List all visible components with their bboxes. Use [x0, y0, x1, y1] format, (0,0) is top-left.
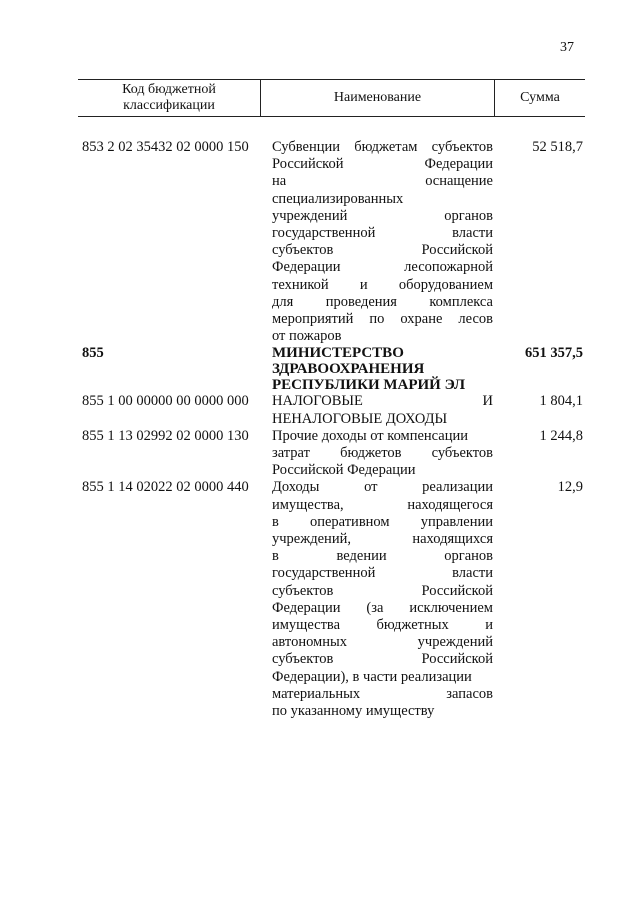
name-word: субъектов	[272, 582, 334, 599]
name-word: затрат	[272, 445, 310, 462]
name-word: ведении	[336, 548, 387, 565]
name-word: государственной	[272, 565, 376, 582]
name-line	[272, 259, 493, 276]
item-name	[272, 428, 493, 480]
name-word: Федерации), в части реализации	[272, 668, 472, 685]
name-line	[272, 548, 493, 565]
name-line	[272, 497, 493, 514]
name-word: власти	[452, 565, 493, 582]
table-row	[0, 428, 639, 480]
name-line	[272, 277, 493, 294]
name-line	[272, 225, 493, 242]
name-line	[272, 393, 493, 410]
name-word: государственной	[272, 225, 376, 242]
name-word: оперативном	[309, 513, 390, 530]
name-line	[272, 328, 493, 345]
table-row	[0, 393, 639, 427]
name-line	[272, 669, 493, 686]
name-line	[272, 651, 493, 668]
name-line	[272, 428, 493, 445]
name-word: и	[485, 617, 493, 634]
name-word: субъектов	[272, 242, 334, 259]
name-word: бюджетных	[376, 617, 449, 634]
name-word: субъектов	[431, 445, 493, 462]
name-line	[272, 617, 493, 634]
name-word: управлении	[420, 513, 493, 530]
name-line	[272, 411, 493, 428]
name-line	[272, 191, 493, 208]
item-name	[272, 345, 493, 393]
name-word: органов	[444, 548, 493, 565]
name-word: ЗДРАВООХРАНЕНИЯ	[272, 361, 425, 378]
name-word: мероприятий	[272, 311, 354, 328]
name-line	[272, 565, 493, 582]
name-word: И	[482, 393, 493, 410]
amount: 1 804,1	[539, 393, 583, 410]
name-line	[272, 242, 493, 259]
name-line	[272, 583, 493, 600]
name-word: НАЛОГОВЫЕ	[272, 393, 363, 410]
budget-code: 855	[82, 345, 104, 362]
name-word: специализированных	[272, 190, 404, 207]
item-name	[272, 479, 493, 720]
name-word: проведения	[325, 293, 397, 310]
name-word: от	[364, 479, 378, 496]
name-word: и	[359, 276, 368, 293]
column-header-code: Код бюджетной классификации	[78, 80, 261, 116]
item-name	[272, 393, 493, 427]
name-word: Субвенции	[272, 139, 340, 155]
name-line	[272, 686, 493, 703]
name-line	[272, 345, 493, 361]
name-line	[272, 294, 493, 311]
name-word: охране	[400, 311, 443, 328]
budget-code: 855 1 13 02992 02 0000 130	[82, 427, 249, 444]
budget-code: 855 1 00 00000 00 0000 000	[82, 393, 249, 410]
name-word: власти	[452, 225, 493, 242]
name-word: имущества,	[272, 496, 344, 513]
name-word: РЕСПУБЛИКИ МАРИЙ ЭЛ	[272, 377, 466, 394]
name-word: бюджетам	[354, 139, 418, 155]
name-word: по указанному имуществу	[272, 703, 435, 720]
name-word: учреждений	[417, 634, 493, 651]
name-line	[272, 361, 493, 377]
name-word: МИНИСТЕРСТВО	[272, 345, 404, 362]
name-word: в	[272, 513, 279, 530]
name-line	[272, 479, 493, 496]
name-word: оснащение	[425, 173, 493, 190]
table-row	[0, 479, 639, 720]
name-word: Доходы	[272, 479, 320, 496]
column-header-sum: Сумма	[520, 90, 560, 105]
name-word: Российской	[421, 242, 493, 259]
amount: 52 518,7	[532, 139, 583, 155]
table-row	[0, 139, 639, 345]
name-word: в	[272, 548, 279, 565]
table-header	[78, 79, 585, 117]
name-word: лесов	[458, 311, 493, 328]
column-header-name: Наименование	[261, 80, 495, 116]
name-word: учреждений,	[272, 531, 351, 548]
name-word: (за	[366, 599, 384, 616]
name-word: находящихся	[412, 531, 493, 548]
name-line	[272, 462, 493, 479]
name-line	[272, 208, 493, 225]
name-word: Российской Федерации	[272, 462, 416, 479]
name-word: имущества	[272, 617, 341, 634]
name-line	[272, 703, 493, 720]
name-word: комплекса	[429, 293, 493, 310]
name-word: материальных	[272, 685, 361, 702]
budget-code: 855 1 14 02022 02 0000 440	[82, 479, 249, 496]
name-line	[272, 311, 493, 328]
name-word: реализации	[422, 479, 493, 496]
name-word: Прочие доходы от компенсации	[272, 427, 469, 444]
name-word: учреждений	[272, 207, 348, 224]
name-word: техникой	[272, 276, 329, 293]
name-word: бюджетов	[340, 445, 402, 462]
name-word: оборудованием	[398, 276, 493, 293]
name-word: органов	[444, 207, 493, 224]
name-word: по	[369, 311, 385, 328]
name-line	[272, 600, 493, 617]
item-name	[272, 139, 493, 345]
budget-table-body	[0, 139, 639, 720]
name-line	[272, 445, 493, 462]
amount: 651 357,5	[525, 345, 583, 362]
name-line	[272, 531, 493, 548]
name-word: на	[272, 173, 287, 190]
name-line	[272, 173, 493, 190]
name-word: Российской	[272, 156, 344, 173]
name-word: Федерации	[424, 156, 493, 173]
name-word: Российской	[421, 651, 493, 668]
name-word: субъектов	[272, 651, 334, 668]
name-line	[272, 634, 493, 651]
name-word: запасов	[446, 685, 493, 702]
budget-code: 853 2 02 35432 02 0000 150	[82, 139, 249, 155]
name-line	[272, 377, 493, 393]
name-line	[272, 139, 493, 156]
name-word: Федерации	[272, 259, 341, 276]
name-word: Федерации	[272, 599, 341, 616]
amount: 1 244,8	[539, 427, 583, 444]
name-word: находящегося	[407, 496, 493, 513]
name-word: НЕНАЛОГОВЫЕ ДОХОДЫ	[272, 410, 448, 427]
name-line	[272, 156, 493, 173]
name-word: исключением	[409, 599, 493, 616]
name-word: автономных	[272, 634, 347, 651]
name-word: от пожаров	[272, 328, 342, 345]
name-word: для	[272, 293, 294, 310]
name-line	[272, 514, 493, 531]
table-row	[0, 345, 639, 393]
name-word: субъектов	[431, 139, 493, 155]
amount: 12,9	[557, 479, 583, 496]
name-word: лесопожарной	[404, 259, 493, 276]
name-word: Российской	[421, 582, 493, 599]
page-number: 37	[560, 40, 574, 55]
